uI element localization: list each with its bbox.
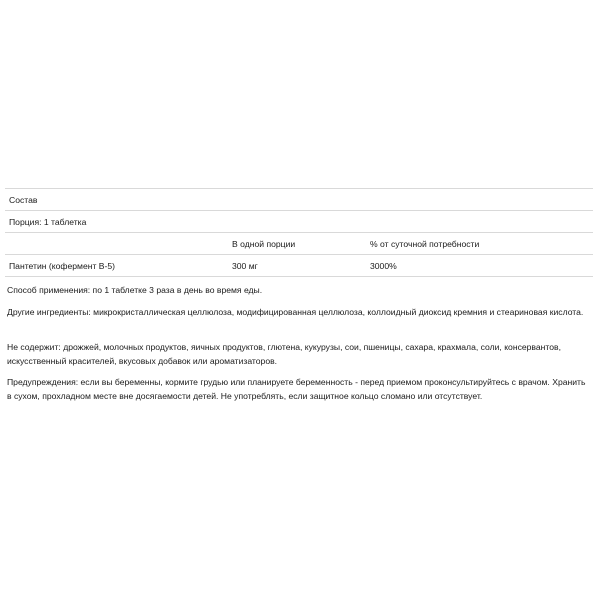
free-from-list: Не содержит: дрожжей, молочных продуктов, яичных продуктов, глютена, кукурузы, сои, пшеницы, сахара, крахмала, соли, консервантов, искусственный красителей, вкусовых добавок или ароматизаторов. [7, 342, 561, 366]
facts-title: Состав [5, 189, 593, 211]
facts-header-row [5, 233, 593, 255]
supplement-facts-table [5, 188, 593, 277]
nutrient-daily-value: 3000% [370, 255, 593, 277]
header-empty-cell [5, 233, 232, 255]
nutrient-name: Пантетин (кофермент B-5) [5, 255, 232, 277]
serving-row [5, 211, 593, 233]
other-ingredients: Другие ингредиенты: микрокристаллическая целлюлоза, модифицированная целлюлоза, коллоидный диоксид кремния и стеариновая кислота. [7, 307, 584, 317]
warnings-text: Предупреждения: если вы беременны, кормите грудью или планируете беременность - перед приемом проконсультируйтесь с врачом. Хранить в сухом, прохладном месте вне досягаемости детей. Не употреблять, если защитное кольцо сломано или отсутствует. [7, 377, 586, 401]
nutrient-amount: 300 мг [232, 255, 370, 277]
facts-title-row [5, 189, 593, 211]
header-daily-value: % от суточной потребности [370, 233, 593, 255]
usage-instructions: Способ применения: по 1 таблетке 3 раза в день во время еды. [7, 285, 263, 295]
serving-size: Порция: 1 таблетка [5, 211, 593, 233]
facts-row [5, 255, 593, 277]
header-per-serving: В одной порции [232, 233, 370, 255]
